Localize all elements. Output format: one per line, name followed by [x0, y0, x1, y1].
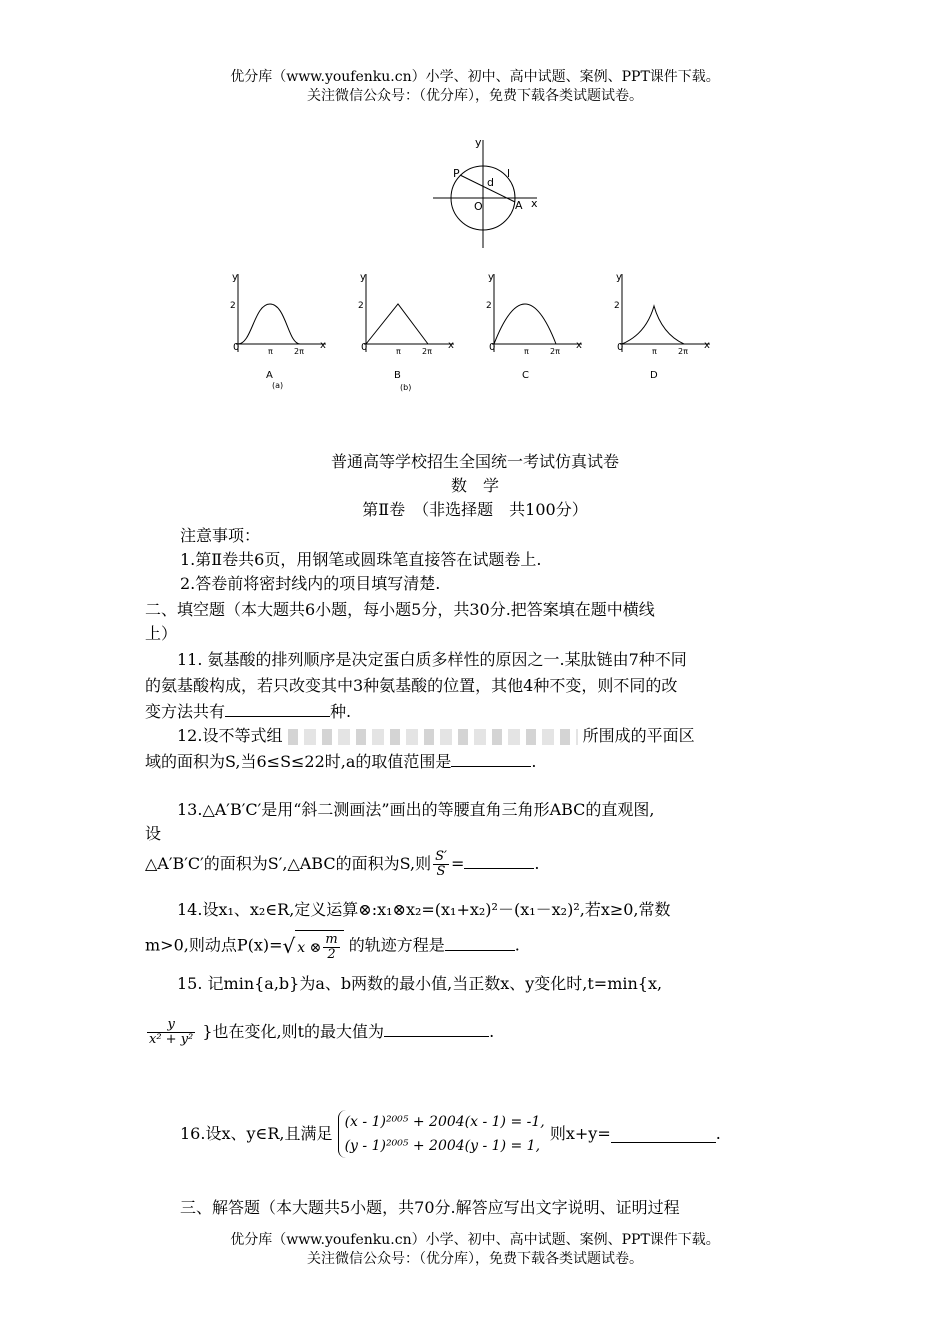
graph-a	[230, 272, 326, 390]
graph-d-two: 2	[614, 301, 620, 311]
graph-b-origin: 0	[361, 342, 368, 353]
graph-b-two: 2	[358, 301, 364, 311]
q12-line-2a: 域的面积为S,当6≤S≤22时,a的取值范围是	[145, 752, 452, 771]
q14-line-1: 14.设x₁、x₂∈R,定义运算⊗:x₁⊗x₂=(x₁+x₂)²－(x₁－x₂)²,若x≥0,常数	[177, 900, 671, 919]
q12-line-1b: 所围成的平面区	[582, 726, 695, 745]
q16-line	[180, 1110, 840, 1158]
q11-answer-blank[interactable]	[225, 700, 330, 717]
q14-frac-den: 2	[327, 947, 336, 962]
q15-line-2a: }也在变化,则t的最大值为	[202, 1022, 385, 1041]
q12-inequality-image	[288, 729, 578, 745]
q14-frac-num: m	[325, 932, 338, 947]
circle-p-label: P	[453, 167, 460, 180]
graph-d-2pi: 2π	[678, 347, 688, 356]
q13-line-3a: △A′B′C′的面积为S′,△ABC的面积为S,则	[145, 854, 432, 873]
circle-x-label: x	[531, 197, 538, 210]
q13-fraction	[433, 850, 449, 879]
graph-d-origin: 0	[617, 342, 624, 353]
circle-d-label: d	[487, 176, 494, 189]
graph-c-origin: 0	[489, 342, 496, 353]
graph-d-pi: π	[652, 347, 657, 356]
q16-lead: 16.设x、y∈R,且满足	[180, 1124, 333, 1143]
q16-eq-1: (x - 1)²⁰⁰⁵ + 2004(x - 1) = -1,	[344, 1114, 545, 1130]
notice-item-2: 2.答卷前将密封线内的项目填写清楚.	[180, 574, 441, 593]
graph-d-label: D	[650, 370, 658, 381]
circle-origin-label: O	[474, 200, 483, 213]
graph-a-y: y	[232, 272, 238, 283]
graph-c-pi: π	[524, 347, 529, 356]
graph-b-y: y	[360, 272, 366, 283]
q11-line-1: 11. 氨基酸的排列顺序是决定蛋白质多样性的原因之一.某肽链由7种不同	[177, 650, 687, 669]
notice-item-1: 1.第Ⅱ卷共6页，用钢笔或圆珠笔直接答在试题卷上.	[180, 550, 542, 569]
graph-a-x: x	[320, 340, 326, 351]
circle-a-label: A	[515, 199, 523, 212]
q16-tail: 则x+y=	[549, 1124, 611, 1143]
q15-line-2	[145, 1018, 805, 1047]
q14-fraction	[323, 933, 339, 962]
exam-subject: 数 学	[450, 476, 499, 495]
graph-b-pi: π	[396, 347, 401, 356]
graph-b-sub: (b)	[400, 383, 412, 392]
q14-line-2a: m>0,则动点P(x)=	[145, 935, 283, 955]
graph-b-label: B	[394, 370, 401, 381]
q12-answer-blank[interactable]	[451, 750, 531, 767]
q12-line-1a: 12.设不等式组	[177, 726, 283, 745]
q14-sqrt-body	[295, 930, 343, 962]
q15-frac-num: y	[147, 1018, 195, 1033]
graph-b-x: x	[448, 340, 454, 351]
graph-a-label: A	[266, 370, 273, 381]
q14-sqrt-a: x ⊗	[297, 940, 322, 956]
q13-frac-den: S	[436, 864, 446, 879]
circle-y-label: y	[475, 136, 482, 149]
q11-line-3	[145, 700, 805, 724]
graph-c-two: 2	[486, 301, 492, 311]
q16-end: .	[715, 1124, 721, 1143]
q16-eq-2: (y - 1)²⁰⁰⁵ + 2004(y - 1) = 1,	[344, 1138, 541, 1154]
q15-answer-blank[interactable]	[384, 1020, 489, 1037]
section3-line-1: 三、解答题（本大题共5小题，共70分.解答应写出文字说明、证明过程	[180, 1198, 680, 1217]
graph-d-y: y	[616, 272, 622, 283]
graph-a-origin: 0	[233, 342, 240, 353]
q14-line-2b: 的轨迹方程是	[348, 935, 445, 955]
graph-c-2pi: 2π	[550, 347, 560, 356]
q11-line-3a: 变方法共有	[145, 702, 226, 721]
q13-line-3	[145, 850, 805, 879]
graph-a-sub: (a)	[272, 381, 284, 390]
q13-line-1: 13.△A′B′C′是用“斜二测画法”画出的等腰直角三角形ABC的直观图,	[177, 800, 655, 819]
q14-line-2c: .	[514, 935, 520, 955]
graph-c	[486, 272, 582, 381]
graph-a-pi: π	[268, 347, 273, 356]
q12-line-1	[145, 724, 805, 748]
notice-heading: 注意事项：	[180, 526, 261, 545]
section2-line-1: 二、填空题（本大题共6小题，每小题5分，共30分.把答案填在题中横线	[145, 600, 655, 619]
q13-line-2: 设	[145, 824, 162, 843]
q15-frac-den: x² + y²	[149, 1032, 194, 1047]
header-line-1: 优分库（www.youfenku.cn）小学、初中、高中试题、案例、PPT课件下载。	[230, 69, 720, 85]
q13-frac-num: S′	[435, 849, 447, 864]
q16-answer-blank[interactable]	[611, 1126, 716, 1143]
section2-line-2: 上）	[145, 624, 178, 643]
exam-title: 普通高等学校招生全国统一考试仿真试卷	[330, 452, 619, 471]
graph-d	[614, 272, 710, 381]
q11-line-2: 的氨基酸构成，若只改变其中3种氨基酸的位置，其他4种不变，则不同的改	[145, 676, 678, 695]
graph-c-label: C	[522, 370, 529, 381]
q15-line-2b: .	[489, 1022, 495, 1041]
q14-line-2	[145, 930, 805, 962]
q12-line-2b: .	[531, 752, 537, 771]
exam-volume: 第Ⅱ卷 （非选择题 共100分）	[362, 500, 588, 519]
graph-c-y: y	[488, 272, 494, 283]
option-graphs	[222, 268, 722, 393]
footer-line-2: 关注微信公众号：（优分库），免费下载各类试题试卷。	[307, 1251, 643, 1267]
graph-b	[358, 272, 454, 392]
q13-answer-blank[interactable]	[464, 852, 534, 869]
q13-line-3c: .	[534, 854, 540, 873]
graph-d-x: x	[704, 340, 710, 351]
q16-system	[338, 1110, 545, 1158]
graph-a-two: 2	[230, 301, 236, 311]
header-line-2: 关注微信公众号：（优分库），免费下载各类试题试卷。	[307, 88, 643, 104]
graph-b-2pi: 2π	[422, 347, 432, 356]
q15-line-1: 15. 记min{a,b}为a、b两数的最小值,当正数x、y变化时,t=min{x,	[177, 974, 663, 993]
circle-l-label: l	[507, 167, 511, 180]
q13-line-3b: =	[450, 854, 465, 873]
unit-circle-figure	[425, 130, 545, 250]
graph-a-2pi: 2π	[294, 347, 304, 356]
graph-c-x: x	[576, 340, 582, 351]
q14-answer-blank[interactable]	[445, 934, 515, 951]
q11-line-3b: 种.	[330, 702, 352, 721]
sqrt-icon: √	[282, 934, 296, 958]
footer-line-1: 优分库（www.youfenku.cn）小学、初中、高中试题、案例、PPT课件下载。	[230, 1232, 720, 1248]
q12-line-2	[145, 750, 805, 774]
q15-fraction	[147, 1018, 195, 1047]
